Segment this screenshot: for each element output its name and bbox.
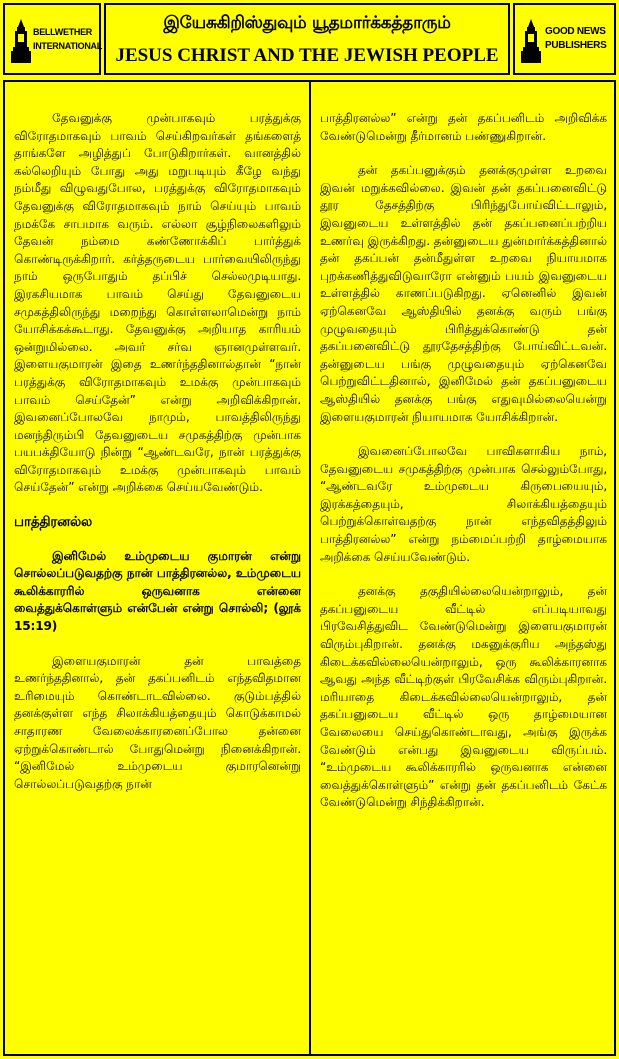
paragraph: பாத்திரனல்ல” என்று தன் தகப்பனிடம் அறிவிக்க வேண்டுமென்று தீர்மானம் பண்ணுகிறான். — [320, 111, 607, 143]
column-divider — [309, 82, 311, 1054]
title-box — [104, 3, 510, 75]
good-news-logo — [513, 3, 616, 75]
paragraph: இவனைப்போலவே பாவிகளாகிய நாம், தேவனுடைய சமுகத்திற்கு முன்பாக செல்லும்போது, “ஆண்டவரே உம்முடைய கிருபையையும், இரக்கத்தையும், சிலாக்கியத்தையும் பெற்றுக்கொள்வதற்கு நான் எந்தவிதத்திலும் பாத்திரனல்ல” என்று நம்மைப்பற்றி தாழ்மையாக அறிக்கை செய்யவேண்டும். — [320, 444, 607, 564]
paragraph: தேவனுக்கு முன்பாகவும் பரத்துக்கு விரோதமாகவும் பாவம் செய்கிறவர்கள் தங்களைத் தாங்களே அழித்துப் போடுகிறார்கள். வானத்தில் கல்லெறியும் போது அது மறுபடியும் கீழே வந்து நம்மீது விழுவதுபோல, பரத்துக்கு விரோதமாகவும் தேவனுக்கு விரோதமாகவும் நாம் செய்யும் பாவம் நமக்கே சாபமாக வரும். எல்லா சூழ்நிலைகளிலும் தேவன் நம்மை கண்ணோக்கிப் பார்த்துக் கொண்டிருக்கிறார். கர்த்தருடைய பார்வையிலிருந்து நாம் ஒருபோதும் தப்பிச் செல்லமுடியாது. இரகசியமாக பாவம் செய்து தேவனுடைய சமுகத்திலிருந்து மறைந்து கொள்ளலாமென்று நாம் யோசிக்கக்கூடாது. தேவனுக்கு அறியாத காரியம் ஒன்றுமில்லை. அவர் சர்வ ஞானமுள்ளவர். இளையகுமாரன் இதை உணர்ந்ததினால்தான் “நான் பரத்துக்கு விரோதமாகவும் உமக்கு முன்பாகவும் பாவம் செய்தேன்” என்று அறிவிக்கிறான். இவனைப்போலவே நாமும், பாவத்திலிருந்து மனந்திரும்பி தேவனுடைய சமுகத்திற்கு முன்பாக பயபக்தியோடு நின்று “ஆண்டவரே, நான் பரத்துக்கு விரோதமாகவும் உமக்கு முன்பாகவும் பாவம் செய்தேன்” என்று அறிக்கை செய்யவேண்டும். — [14, 111, 301, 495]
logo-left-text: BELLWETHER INTERNATIONAL — [33, 27, 102, 51]
bible-verse: இனிமேல் உம்முடைய குமாரன் என்று சொல்லப்படுவதற்கு நான் பாத்திரனல்ல, உம்முடைய கூலிக்காரரில் ஒருவனாக என்னை வைத்துக்கொள்ளும் என்பேன் என்று சொல்லி; (லூக் 15:19) — [14, 548, 301, 634]
page-header — [0, 0, 619, 80]
title-english: JESUS CHRIST AND THE JEWISH PEOPLE — [115, 45, 499, 66]
section-heading: பாத்திரனல்ல — [14, 514, 93, 531]
bellwether-logo — [3, 3, 101, 75]
title-tamil: இயேசுகிறிஸ்துவும் யூதமார்க்கத்தாரும் — [163, 13, 451, 33]
bell-tower-icon — [11, 19, 31, 63]
paragraph: இளையகுமாரன் தன் பாவத்தை உணர்ந்ததினால், தன் தகப்பனிடம் எந்தவிதமான உரிமையும் கொண்டாடவில்லை. குடும்பத்தில் தனக்குள்ள எந்த சிலாக்கியத்தையும் கொடுக்காமல் சாதாரண வேலைக்காரனைப்போல தன்னை ஏற்றுக்கொண்டால் போதுமென்று நினைக்கிறான். “இனிமேல் உம்முடைய குமாரனென்று சொல்லப்படுவதற்கு நான் — [14, 653, 301, 791]
bell-tower-icon — [521, 19, 541, 63]
right-column — [320, 82, 607, 1054]
logo-right-text: GOOD NEWS PUBLISHERS — [545, 26, 607, 51]
left-column — [14, 82, 301, 1054]
paragraph: தன் தகப்பனுக்கும் தனக்குமுள்ள உறவை இவன் மறுக்கவில்லை. இவன் தன் தகப்பனைவிட்டு தூர தேசத்திற்கு பிரிந்துபோய்விட்டாலும், இவனுடைய உள்ளத்தில் தன் தகப்பனைப்பற்றிய உணர்வு இருக்கிறது. தன்னுடைய துன்மார்க்கத்தினால் தன் தகப்பன் தன்மீதுள்ள உறவை நியாயமாக புறக்கணித்துவிடுவாரோ என்னும் பயம் இவனுடைய உள்ளத்தில் காணப்படுகிறது. ஏனெனில் இவன் ஏற்கெனவே ஆஸ்தியில் தனக்கு வரும் பங்கு முழுவதையும் பிரித்துக்கொண்டு தன் தகப்பனைவிட்டு தூரதேசத்திற்கு போய்விட்டவன். தன்னுடைய பங்கு முழுவதையும் ஏற்கெனவே பெற்றுவிட்டதினால், இனிமேல் தன் தகப்பனுடைய ஆஸ்தியில் தனக்கு பங்கு எதுவுமில்லையென்று இளையகுமாரன் நியாயமாக யோசிக்கிறான். — [320, 163, 607, 424]
paragraph: தனக்கு தகுதியில்லையென்றாலும், தன் தகப்பனுடைய வீட்டில் எப்படியாவது பிரவேசித்துவிட வேண்டுமென்று இளையகுமாரன் விரும்புகிறான். தனக்கு மகனுக்குரிய அந்தஸ்து கிடைக்கவில்லையென்றாலும், ஒரு கூலிக்காரனாக ஆவது அந்த வீட்டிற்குள் பிரவேசிக்க விரும்புகிறான். மரியாதை கிடைக்கவில்லையென்றாலும், தன் தகப்பனுடைய வீட்டில் ஒரு தாழ்மையான வேலையை செய்துகொண்டாவது, அங்கு இருக்க வேண்டும் என்பது இவனுடைய விருப்பம். “உம்முடைய கூலிக்காரரில் ஒருவனாக என்னை வைத்துக்கொள்ளும்” என்று தன் தகப்பனிடம் கேட்க வேண்டுமென்று சிந்திக்கிறான். — [320, 584, 607, 810]
